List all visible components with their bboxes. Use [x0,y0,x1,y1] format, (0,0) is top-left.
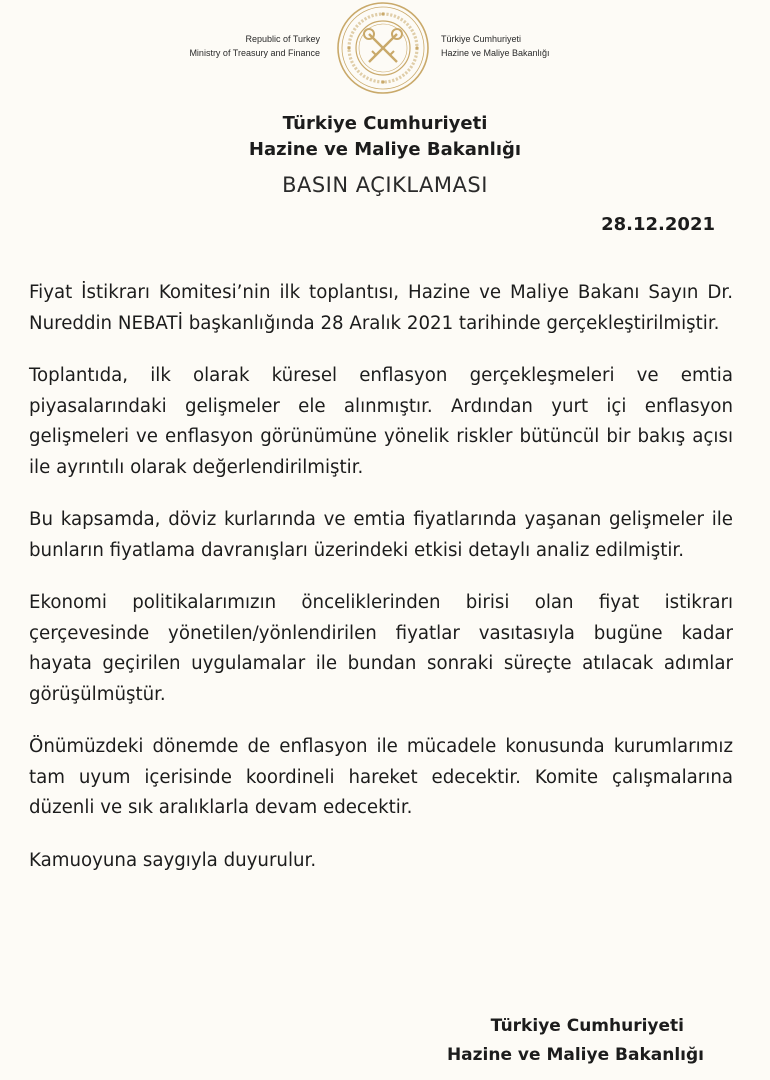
signature-line2: Hazine ve Maliye Bakanlığı [446,1045,704,1065]
ministry-seal-icon [333,0,433,100]
release-date: 28.12.2021 [601,214,715,235]
letterhead-english [189,32,320,60]
letterhead-turkish-line1: Türkiye Cumhuriyeti [441,34,522,44]
paragraph-4: Ekonomi politikalarımızın önceliklerinden birisi olan fiyat istikrarı çerçevesinde yönetilen/yönlendirilen fiyatlar vasıtasıyla bugüne kadar hayata geçirilen uygulamalar ile bundan sonraki süreçte atılacak adımlar görüşülmüştür. [29,592,733,705]
signature-line1: Türkiye Cumhuriyeti [490,1016,684,1036]
paragraph-3: Bu kapsamda, döviz kurlarında ve emtia fiyatlarında yaşanan gelişmeler ile bunların fiyatlama davranışları üzerindeki etkisi detaylı analiz edilmiştir. [29,509,733,561]
ministry-header [0,111,770,163]
paragraph-5: Önümüzdeki dönemde de enflasyon ile mücadele konusunda kurumlarımız tam uyum içerisinde koordineli hareket edecektir. Komite çalışmalarına düzenli ve sık aralıklarla devam edecektir. [29,736,733,818]
letterhead-english-line2: Ministry of Treasury and Finance [189,48,320,58]
paragraph-2: Toplantıda, ilk olarak küresel enflasyon gerçekleşmeleri ve emtia piyasalarındaki gelişmeler ele alınmıştır. Ardından yurt içi enflasyon gelişmeleri ve enflasyon görünümüne yönelik riskler bütüncül bir bakış açısı ile ayrıntılı olarak değerlendirilmiştir. [29,365,733,478]
paragraph-1: Fiyat İstikrarı Komitesi’nin ilk toplantısı, Hazine ve Maliye Bakanı Sayın Dr. Nureddin NEBATİ başkanlığında 28 Aralık 2021 tarihinde gerçekleştirilmiştir. [29,282,733,334]
ministry-header-line1: Türkiye Cumhuriyeti [282,113,488,134]
letterhead-turkish-line2: Hazine ve Maliye Bakanlığı [441,48,550,58]
letterhead-english-line1: Republic of Turkey [245,34,320,44]
signature-block [447,1012,704,1070]
paragraph-6: Kamuoyuna saygıyla duyurulur. [29,849,317,871]
letterhead [0,0,770,100]
press-release-title: BASIN AÇIKLAMASI [282,173,488,197]
letterhead-turkish [441,32,550,60]
press-release-body [29,278,733,898]
ministry-header-line2: Hazine ve Maliye Bakanlığı [248,139,522,160]
